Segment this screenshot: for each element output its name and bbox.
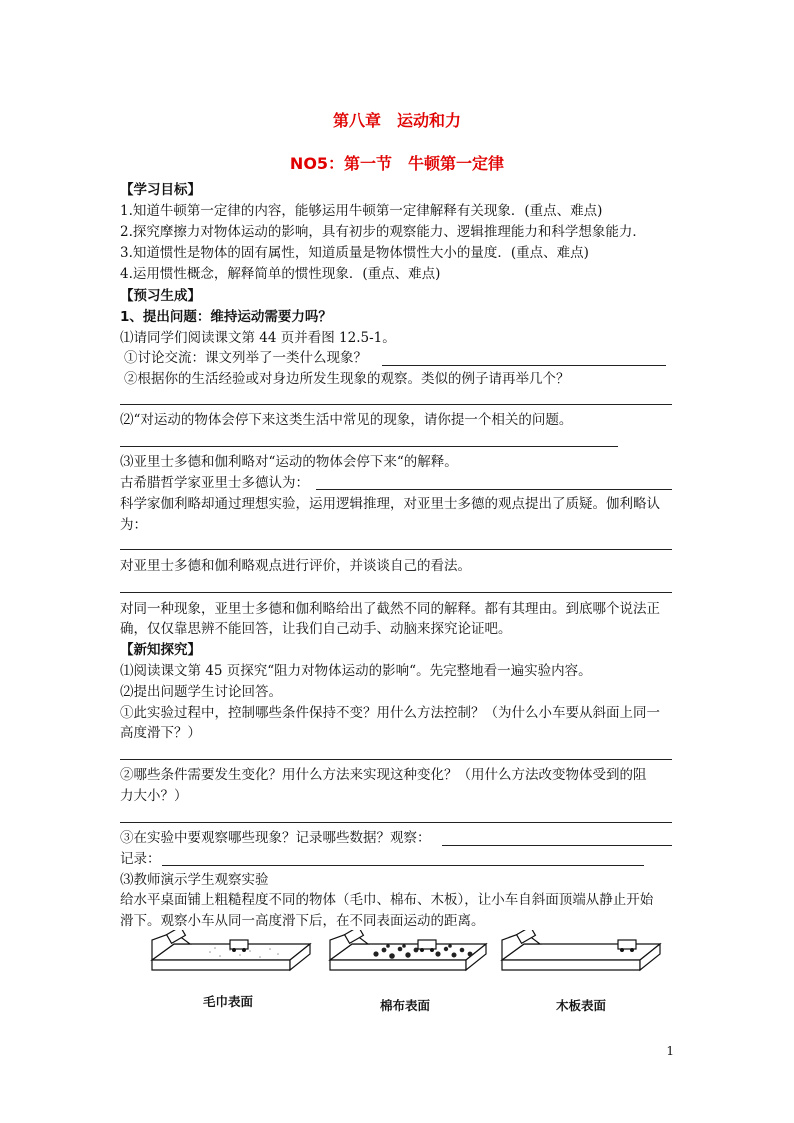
figure-caption: 棉布表面 — [380, 998, 431, 1013]
question-text: ⑵“对运动的物体会停下来这类生活中常见的现象，请你提一个相关的问题。 — [120, 412, 573, 428]
question-text: ⑴请同学们阅读课文第 44 页并看图 12.5-1。 — [120, 330, 396, 346]
answer-line[interactable] — [120, 446, 618, 447]
chapter-title: 第八章 运动和力 — [332, 111, 461, 130]
figure-caption: 毛巾表面 — [203, 994, 254, 1009]
question-text: 为： — [120, 517, 147, 533]
question-text: ⑶亚里士多德和伽利略对“运动的物体会停下来“的解释。 — [120, 454, 458, 470]
question-text: 对亚里士多德和伽利略观点进行评价，并谈谈自己的看法。 — [120, 558, 471, 574]
cotton-surface-diagram — [328, 930, 490, 992]
lesson-title: NO5：第一节 牛顿第一定律 — [289, 154, 505, 173]
answer-line[interactable] — [316, 489, 672, 490]
answer-line[interactable] — [120, 549, 672, 550]
question-text: ②根据你的生活经验或对身边所发生现象的观察。类似的例子请再举几个？ — [124, 371, 570, 387]
preview-header: 【预习生成】 — [120, 288, 201, 304]
answer-line[interactable] — [442, 845, 672, 846]
answer-line[interactable] — [382, 365, 666, 366]
objective-item: 1.知道牛顿第一定律的内容，能够运用牛顿第一定律解释有关现象．(重点、难点) — [120, 203, 603, 219]
answer-line[interactable] — [162, 865, 644, 866]
question-text: ②哪些条件需要发生变化？用什么方法来实现这种变化？（用什么方法改变物体受到的阻 — [120, 767, 647, 783]
question-text: 高度滑下？） — [120, 725, 201, 741]
body-text: 给水平桌面铺上粗糙程度不同的物体（毛巾、棉布、木板），让小车自斜面顶端从静止开始 — [120, 892, 654, 908]
answer-line[interactable] — [120, 759, 672, 760]
towel-surface-diagram — [150, 930, 318, 992]
answer-line[interactable] — [120, 592, 672, 593]
question-text: ①此实验过程中，控制哪些条件保持不变？用什么方法控制？（为什么小车要从斜面上同一 — [120, 705, 660, 721]
question-text: 科学家伽利略却通过理想实验，运用逻辑推理，对亚里士多德的观点提出了质疑。伽利略认 — [120, 496, 660, 512]
figure-caption: 木板表面 — [556, 998, 607, 1013]
question-text: 古希腊哲学家亚里士多德认为： — [120, 475, 309, 491]
body-text: 对同一种现象，亚里士多德和伽利略给出了截然不同的解释。都有其理由。到底哪个说法正 — [120, 601, 660, 617]
question-title: 1、提出问题：维持运动需要力吗？ — [120, 309, 332, 325]
body-text: 滑下。观察小车从同一高度滑下后，在不同表面运动的距离。 — [120, 913, 485, 929]
wood-surface-diagram — [500, 930, 665, 992]
question-text: ③在实验中要观察哪些现象？记录哪些数据？观察： — [120, 830, 431, 846]
body-text: ⑵提出问题学生讨论回答。 — [120, 684, 282, 700]
objective-item: 4.运用惯性概念，解释简单的惯性现象．(重点、难点) — [120, 266, 441, 282]
question-text: 记录： — [120, 851, 161, 867]
body-text: ⑶教师演示学生观察实验 — [120, 872, 269, 888]
explore-header: 【新知探究】 — [120, 642, 201, 658]
objective-item: 2.探究摩擦力对物体运动的影响，具有初步的观察能力、逻辑推理能力和科学想象能力． — [120, 224, 646, 240]
answer-line[interactable] — [120, 404, 672, 405]
body-text: 确，仅仅靠思辨不能回答，让我们自己动手、动脑来探究论证吧。 — [120, 621, 512, 637]
objectives-header: 【学习目标】 — [120, 182, 201, 198]
answer-line[interactable] — [120, 822, 672, 823]
page-number: 1 — [666, 1044, 674, 1058]
body-text: ⑴阅读课文第 45 页探究“阻力对物体运动的影响“。先完整地看一遍实验内容。 — [120, 663, 592, 679]
question-text: ①讨论交流：课文列举了一类什么现象？ — [124, 350, 367, 366]
objective-item: 3.知道惯性是物体的固有属性，知道质量是物体惯性大小的量度．(重点、难点) — [120, 245, 589, 261]
question-text: 力大小？） — [120, 788, 188, 804]
